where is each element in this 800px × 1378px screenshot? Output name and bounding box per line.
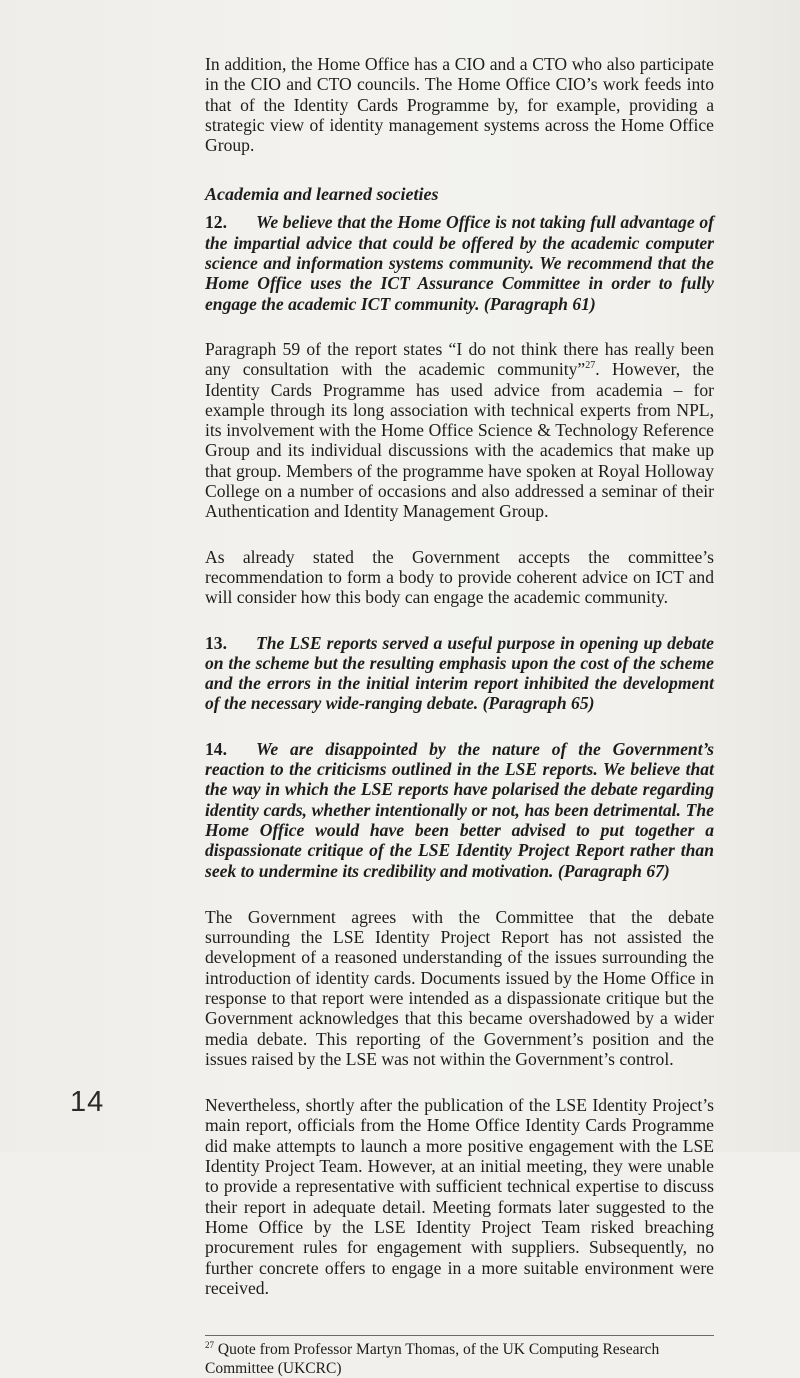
intro-paragraph: In addition, the Home Office has a CIO and a CTO who also participate in the CIO and CTO councils. The Home Office CIO’s work feeds into that of the Identity Cards Programme by, for example, providing a strategic view of identity management systems across the Home Office Group. bbox=[205, 54, 714, 156]
recommendation-14 bbox=[205, 739, 714, 881]
page-content bbox=[205, 54, 714, 1378]
footnote-divider bbox=[205, 1335, 714, 1336]
footnote-text: Quote from Professor Martyn Thomas, of the UK Computing Research Committee (UKCRC) bbox=[205, 1341, 660, 1378]
response-text: . However, the Identity Cards Programme has used advice from academia – for example through its long association with technical experts from NPL, its involvement with the Home Office Science & Technology Reference Group and its individual discussions with the academics that make up that group. Members of the programme have spoken at Royal Holloway College on a number of occasions and also addressed a seminar of their Authentication and Identity Management Group. bbox=[205, 359, 714, 522]
response-14-paragraph-2: Nevertheless, shortly after the publication of the LSE Identity Project’s main report, officials from the Home Office Identity Cards Programme did make attempts to launch a more positive engagement with the LSE Identity Project Team. However, at an initial meeting, they were unable to provide a representative with sufficient technical expertise to discuss their report in adequate detail. Meeting formats later suggested to the Home Office by the LSE Identity Project Team risked breaching procurement rules for engagement with suppliers. Subsequently, no further concrete offers to engage in a more suitable environment were received. bbox=[205, 1095, 714, 1298]
recommendation-text: We are disappointed by the nature of the Government’s reaction to the criticisms outlined in the LSE reports. We believe that the way in which the LSE reports have polarised the debate regarding identity cards, whether intentionally or not, has been detrimental. The Home Office would have been better advised to put together a dispassionate critique of the LSE Identity Project Report rather than seek to undermine its credibility and motivation. (Paragraph 67) bbox=[205, 738, 714, 881]
footnote-marker: 27 bbox=[205, 1339, 214, 1350]
footnote bbox=[205, 1340, 714, 1378]
response-12-paragraph-2: As already stated the Government accepts the committee’s recommendation to form a body to provide coherent advice on ICT and will consider how this body can engage the academic community. bbox=[205, 546, 714, 608]
page-number: 14 bbox=[70, 1086, 105, 1118]
response-text: Paragraph 59 of the report states “I do not think there has really been any consultation with the academic community” bbox=[205, 338, 714, 380]
section-heading: Academia and learned societies bbox=[205, 184, 439, 205]
recommendation-number: 13. bbox=[205, 632, 227, 653]
recommendation-number: 12. bbox=[205, 212, 227, 233]
recommendation-text: The LSE reports served a useful purpose in opening up debate on the scheme but the resulting emphasis upon the cost of the scheme and the errors in the initial interim report inhibited the development of the necessary wide-ranging debate. (Paragraph 65) bbox=[205, 632, 714, 714]
response-12-paragraph-1 bbox=[205, 339, 714, 522]
recommendation-12 bbox=[205, 212, 714, 313]
recommendation-number: 14. bbox=[205, 738, 227, 759]
recommendation-13 bbox=[205, 633, 714, 714]
footnote-reference: 27 bbox=[585, 360, 596, 372]
response-14-paragraph-1: The Government agrees with the Committee that the debate surrounding the LSE Identity Project Report has not assisted the development of a reasoned understanding of the issues surrounding the introduction of identity cards. Documents issued by the Home Office in response to that report were intended as a dispassionate critique but the Government acknowledges that this became overshadowed by a wider media debate. This reporting of the Government’s position and the issues raised by the LSE was not within the Government’s control. bbox=[205, 906, 714, 1069]
recommendation-text: We believe that the Home Office is not taking full advantage of the impartial advice that could be offered by the academic computer science and information systems community. We recommend that the Home Office uses the ICT Assurance Committee in order to fully engage the academic ICT community. (Paragraph 61) bbox=[205, 212, 714, 314]
